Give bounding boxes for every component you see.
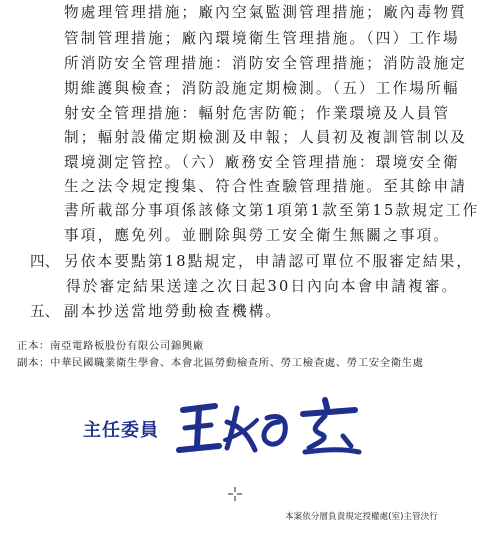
body-line: 事項，應免列。並刪除與勞工安全衛生無關之事項。 <box>64 227 451 244</box>
item-line: 副本抄送當地勞動檢查機構。 <box>64 303 283 320</box>
body-line: 期維護與檢查；消防設施定期檢測。（五）工作場所輻 <box>64 80 460 97</box>
original-recipient: 南亞電路板股份有限公司錦興廠 <box>49 340 204 352</box>
item-line: 得於審定結果送達之次日起30日內向本會申請複審。 <box>66 278 459 295</box>
item-line: 另依本要點第18點規定，申請認可單位不服審定結果， <box>64 253 474 270</box>
body-line: 制；輻射設備定期檢測及申報；人員初及複訓管制以及 <box>64 129 468 146</box>
handwritten-signature <box>175 396 365 466</box>
copy-recipients: 中華民國職業衛生學會、本會北區勞動檢查所、勞工檢查處、勞工安全衛生處 <box>49 357 424 369</box>
body-line: 環境測定管控。（六）廠務安全管理措施：環境安全衛 <box>64 154 460 171</box>
body-line: 物處理管理措施；廠內空氣監測管理措施；廠內毒物質 <box>64 4 468 21</box>
body-line: 書所載部分事項係該條文第1項第1款至第15款規定工作 <box>64 202 480 219</box>
original-label: 正本： <box>17 340 50 352</box>
copy-recipient-line <box>17 356 424 370</box>
signature-title: 主任委員 <box>83 420 159 441</box>
authorization-note: 本案依分層負責規定授權處(室)主管決行 <box>285 512 438 522</box>
body-line: 生之法令規定搜集、符合性查驗管理措施。至其餘申請 <box>64 178 468 195</box>
copy-label: 副本： <box>17 357 50 369</box>
body-line: 所消防安全管理措施：消防安全管理措施；消防設施定 <box>64 55 468 72</box>
body-line: 射安全管理措施：輻射危害防範；作業環境及人員管 <box>64 105 451 122</box>
item-number: 五、 <box>30 303 60 320</box>
original-recipient-line <box>17 339 204 353</box>
item-number: 四、 <box>30 253 60 270</box>
body-line: 管制管理措施；廠內環境衛生管理措施。（四）工作場 <box>64 30 460 47</box>
crosshair-cursor-icon <box>228 487 242 501</box>
